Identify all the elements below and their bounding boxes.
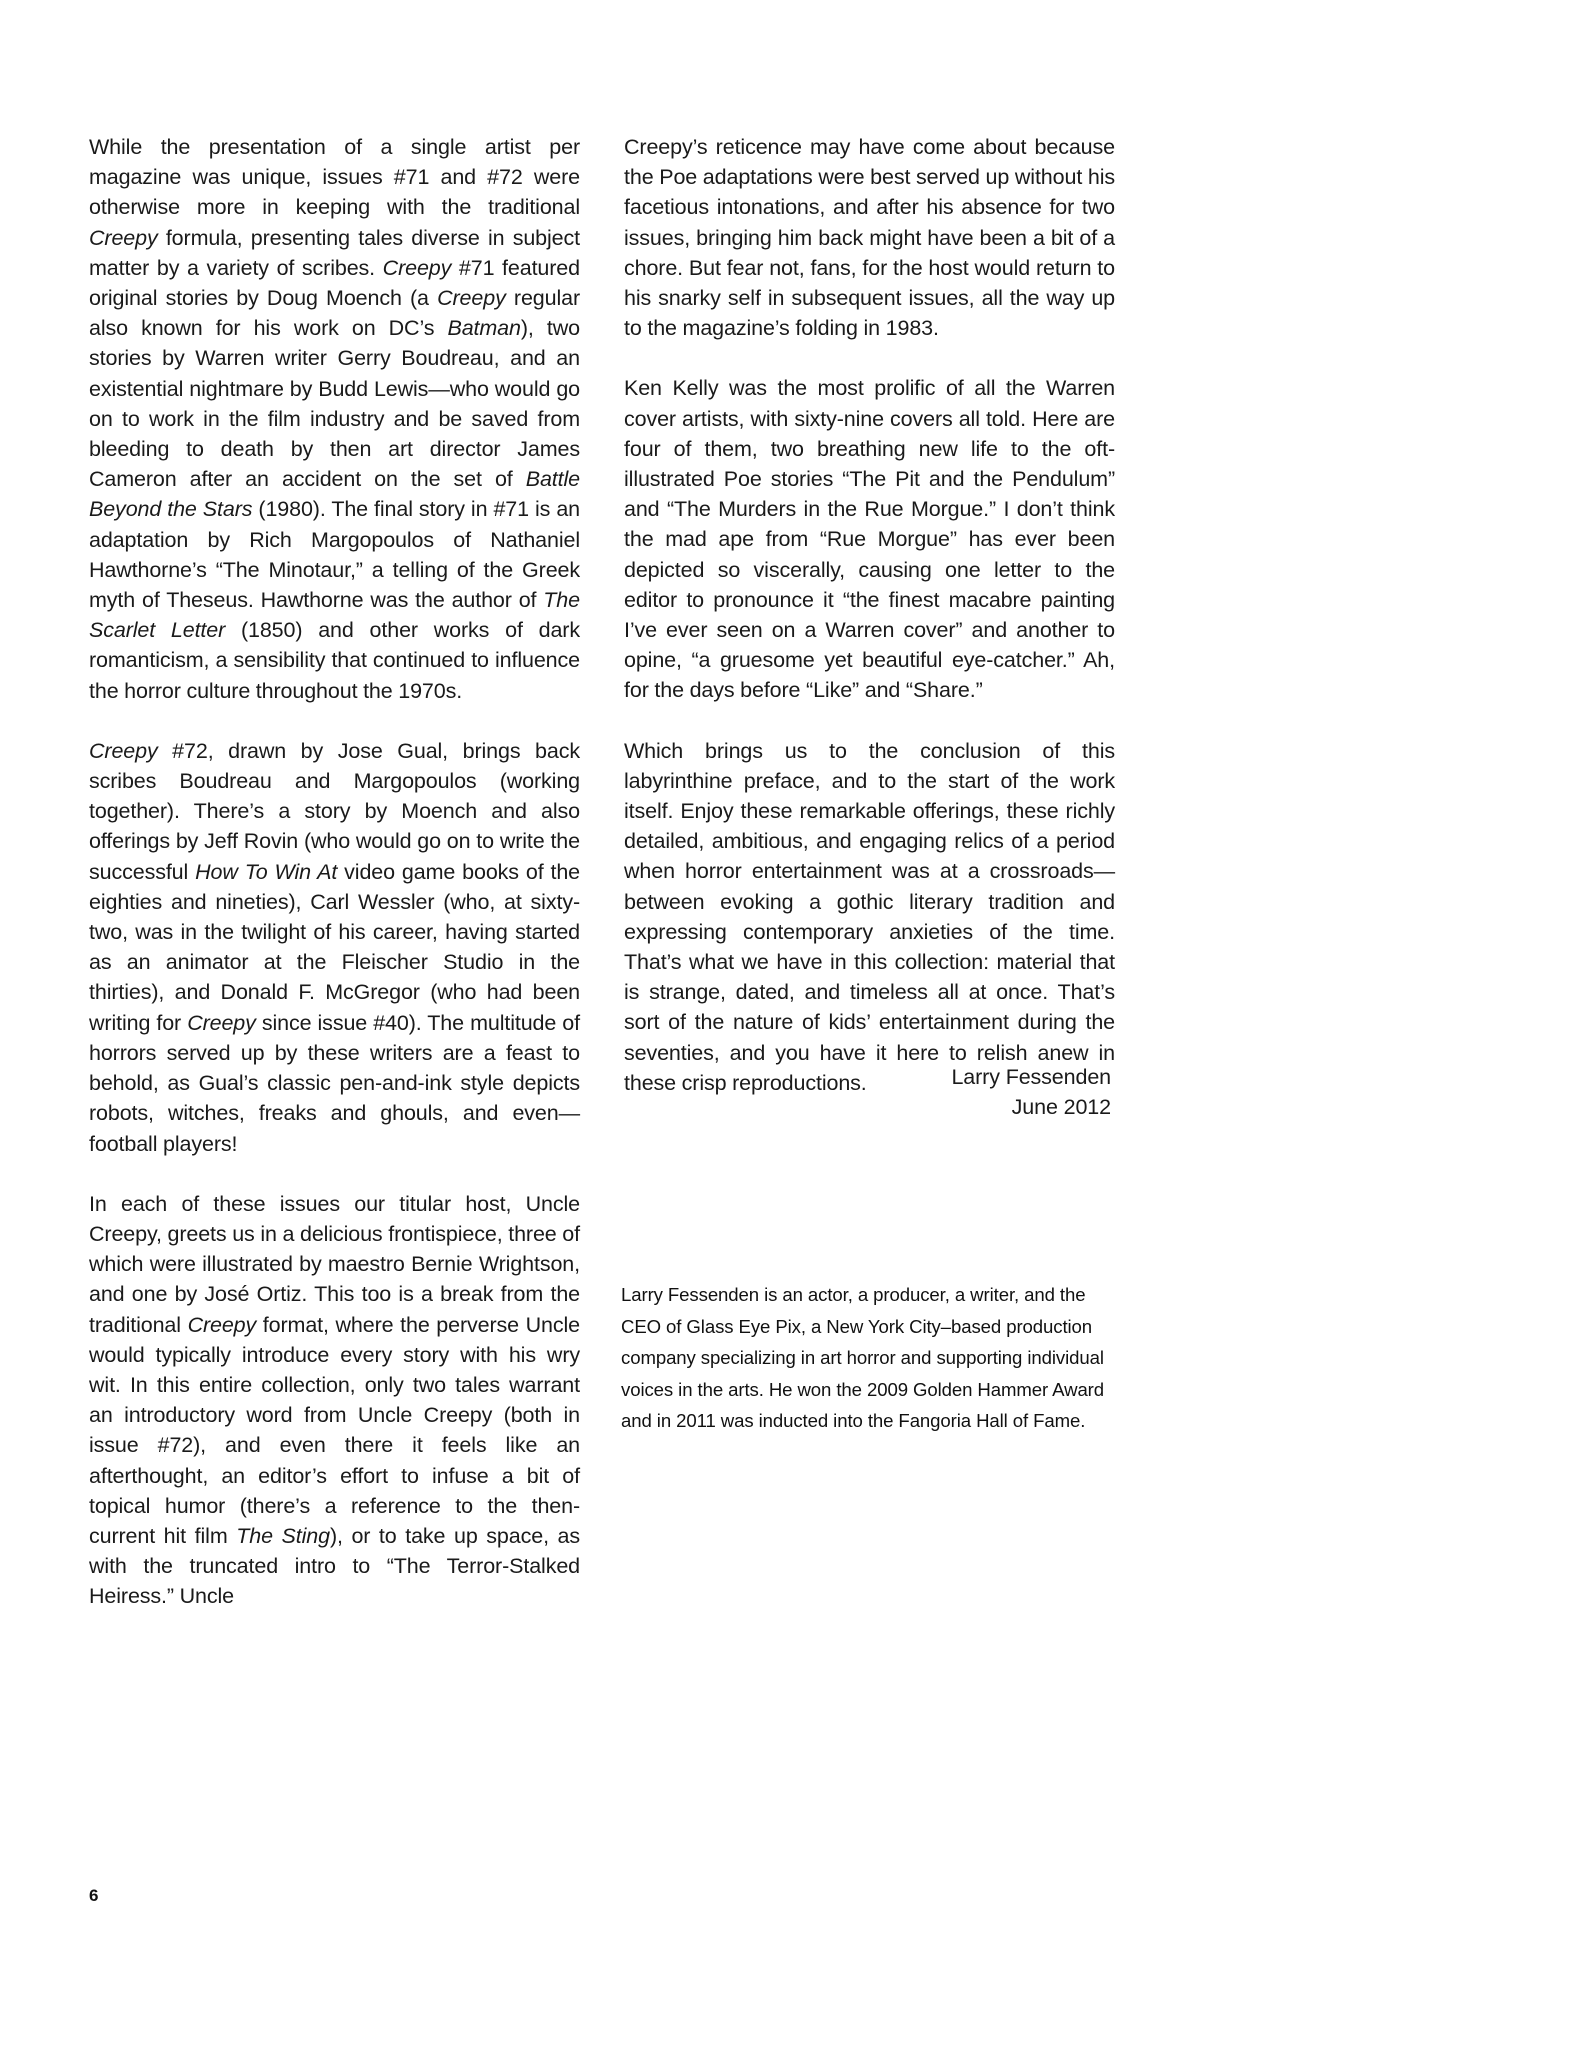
paragraph: Ken Kelly was the most prolific of all the Warren cover artists, with sixty-nine covers all told. Here are four of them, two breathing new life to the oft-illustrated Poe stories “The Pit and the Pendulum” and “The Murders in the Rue Morgue.” I don’t think the mad ape from “Rue Morgue” has ever been depicted so viscerally, causing one letter to the editor to pronounce it “the finest macabre painting I’ve ever seen on a Warren cover” and another to opine, “a gruesome yet beautiful eye-catcher.” Ah, for the days before “Like” and “Share.”: [624, 376, 1115, 703]
signature-date: June 2012: [1011, 1095, 1111, 1120]
italic-title: Creepy: [187, 1010, 256, 1035]
italic-title: Batman: [447, 316, 521, 341]
paragraph: Creepy’s reticence may have come about because the Poe adaptations were best served up without his facetious intonations, and after his absence for two issues, bringing him back might have been a bit of a chore. But fear not, fans, for the host would return to his snarky self in subsequent issues, all the way up to the magazine’s folding in 1983.: [624, 135, 1115, 341]
author-signature-block: [624, 1062, 1111, 1122]
page-number: 6: [89, 1886, 99, 1905]
paragraph: In each of these issues our titular host, Uncle Creepy, greets us in a delicious frontispiece, three of which were illustrated by maestro Bernie Wrightson, and one by José Ortiz. This too is a break from the traditional Creepy format, where the perverse Uncle would typically introduce every story with his wry wit. In this entire collection, only two tales warrant an introductory word from Uncle Creepy (both in issue #72), and even there it feels like an afterthought, an editor’s effort to infuse a bit of topical humor (there’s a reference to the then-current hit film The Sting), or to take up space, as with the truncated intro to “The Terror-Stalked Heiress.” Uncle: [89, 1191, 581, 1609]
italic-title: Creepy: [89, 225, 158, 250]
right-text-column: [624, 132, 1115, 1098]
paragraph: Which brings us to the conclusion of this labyrinthine preface, and to the start of the work itself. Enjoy these remarkable offerings, these richly detailed, ambitious, and engaging relics of a period when horror entertainment was at a crossroads—between evoking a gothic literary tradition and expressing contemporary anxieties of the time. That’s what we have in this collection: material that is strange, dated, and timeless all at once. That’s sort of the nature of kids’ entertainment during the seventies, and you have it here to relish anew in these crisp reproductions.: [624, 738, 1115, 1095]
italic-title: Creepy: [187, 1312, 257, 1337]
italic-title: How To Win At: [195, 859, 338, 884]
italic-title: The Scarlet Letter: [89, 588, 580, 643]
bio-note-text: Larry Fessenden is an actor, a producer, a writer, and the CEO of Glass Eye Pix, a New York City–based production company specializing in art horror and supporting individual voices in the arts. He won the 2009 Golden Hammer Award and in 2011 was inducted into the Fangoria Hall of Fame.: [621, 1284, 1105, 1431]
italic-title: Creepy: [382, 255, 452, 280]
left-text-column: [89, 132, 580, 1612]
italic-title: Battle Beyond the Stars: [89, 467, 580, 522]
paragraph: While the presentation of a single artist per magazine was unique, issues #71 and #72 were otherwise more in keeping with the traditional Creepy formula, presenting tales diverse in subject matter by a variety of scribes. Creepy #71 featured original stories by Doug Moench (a Creepy regular also known for his work on DC’s Batman), two stories by Warren writer Gerry Boudreau, and an existential nightmare by Budd Lewis—who would go on to work in the film industry and be saved from bleeding to death by then art director James Cameron after an accident on the set of Battle Beyond the Stars (1980). The final story in #71 is an adaptation by Rich Margopoulos of Nathaniel Hawthorne’s “The Minotaur,” a telling of the Greek myth of Theseus. Hawthorne was the author of The Scarlet Letter (1850) and other works of dark romanticism, a sensibility that continued to influence the horror culture throughout the 1970s.: [89, 135, 580, 703]
italic-title: Creepy: [437, 286, 506, 311]
author-bio-note: [621, 1279, 1115, 1437]
paragraph: Creepy #72, drawn by Jose Gual, brings back scribes Boudreau and Margopoulos (working together). There’s a story by Moench and also offerings by Jeff Rovin (who would go on to write the successful How To Win At video game books of the eighties and nineties), Carl Wessler (who, at sixty-two, was in the twilight of his career, having started as an animator at the Fleischer Studio in the thirties), and Donald F. McGregor (who had been writing for Creepy since issue #40). The multitude of horrors served up by these writers are a feast to behold, as Gual’s classic pen-and-ink style depicts robots, witches, freaks and ghouls, and even—football players!: [89, 738, 581, 1156]
italic-title: Creepy: [89, 738, 158, 763]
italic-title: The Sting: [236, 1523, 330, 1548]
two-column-text-body: [89, 132, 1115, 1609]
signature-author-name: Larry Fessenden: [951, 1065, 1111, 1089]
